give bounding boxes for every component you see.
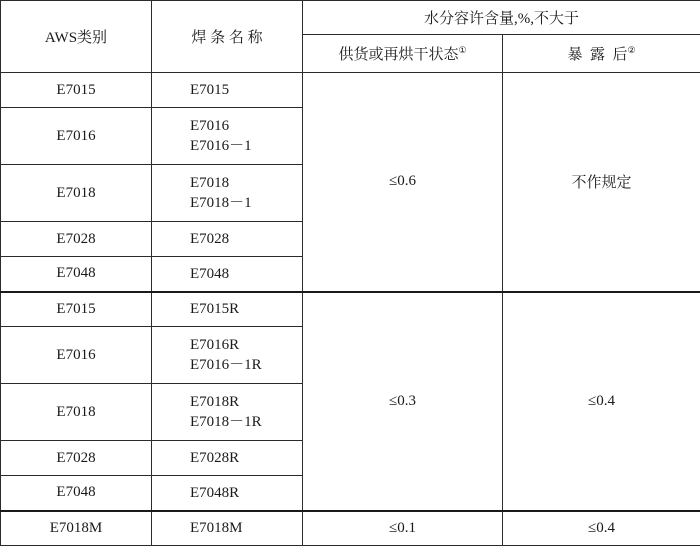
- aws-class-cell: E7016: [1, 327, 152, 384]
- aws-class-cell: E7015: [1, 292, 152, 327]
- aws-class-cell: E7048: [1, 476, 152, 511]
- electrode-name: E7028R: [190, 450, 240, 466]
- after-exposure-value: 不作规定: [503, 73, 700, 292]
- electrode-name: E7018－1: [190, 195, 252, 211]
- aws-class-cell: E7048: [1, 257, 152, 292]
- after-exposure-header: [503, 35, 700, 73]
- table-row: [1, 292, 700, 327]
- electrode-name-cell: [152, 292, 303, 327]
- electrode-name: E7015: [190, 82, 230, 98]
- electrode-name-cell: [152, 441, 303, 476]
- electrode-name: E7048: [190, 265, 230, 282]
- electrode-name-cell: [152, 476, 303, 511]
- moisture-limit-header: 水分容许含量,%,不大于: [303, 1, 700, 35]
- electrode-name: E7048R: [190, 484, 240, 501]
- aws-class-cell: E7016: [1, 108, 152, 165]
- aws-class-cell: E7018M: [1, 511, 152, 546]
- footnote-marker-2: ②: [627, 45, 636, 55]
- as-received-value: ≤0.3: [303, 292, 503, 511]
- table-body: [1, 73, 700, 546]
- electrode-name-cell: [152, 384, 303, 441]
- electrode-name-cell: [152, 511, 303, 546]
- aws-class-cell: E7028: [1, 441, 152, 476]
- aws-class-cell: E7015: [1, 73, 152, 108]
- electrode-name: E7016－1: [190, 138, 252, 154]
- electrode-name-cell: [152, 257, 303, 292]
- electrode-name: E7018: [190, 175, 230, 191]
- electrode-name: E7018R: [190, 394, 240, 410]
- electrode-name: E7015R: [190, 301, 240, 318]
- aws-class-cell: E7018: [1, 165, 152, 222]
- electrode-name: E7016: [190, 118, 230, 134]
- electrode-name: E7018－1R: [190, 414, 262, 430]
- electrode-name: E7018M: [190, 520, 243, 537]
- aws-class-cell: E7018: [1, 384, 152, 441]
- electrode-name: E7016－1R: [190, 357, 262, 373]
- as-received-value: ≤0.1: [303, 511, 503, 546]
- table-row: [1, 73, 700, 108]
- as-received-label: 供货或再烘干状态: [338, 47, 459, 63]
- electrode-name: E7016R: [190, 337, 240, 353]
- as-received-value: ≤0.6: [303, 73, 503, 292]
- aws-class-cell: E7028: [1, 222, 152, 257]
- after-exposure-value: ≤0.4: [503, 292, 700, 511]
- footnote-marker-1: ①: [458, 45, 467, 55]
- electrode-name-cell: [152, 327, 303, 384]
- electrode-name-header: 焊 条 名 称: [152, 1, 303, 73]
- aws-class-header: AWS类别: [1, 1, 152, 73]
- electrode-name-cell: [152, 73, 303, 108]
- electrode-name-cell: [152, 108, 303, 165]
- electrode-name-cell: [152, 165, 303, 222]
- electrode-name-cell: [152, 222, 303, 257]
- table-row: [1, 511, 700, 546]
- after-exposure-label: 暴 露 后: [567, 47, 628, 63]
- electrode-name: E7028: [190, 231, 230, 247]
- as-received-header: [303, 35, 503, 73]
- after-exposure-value: ≤0.4: [503, 511, 700, 546]
